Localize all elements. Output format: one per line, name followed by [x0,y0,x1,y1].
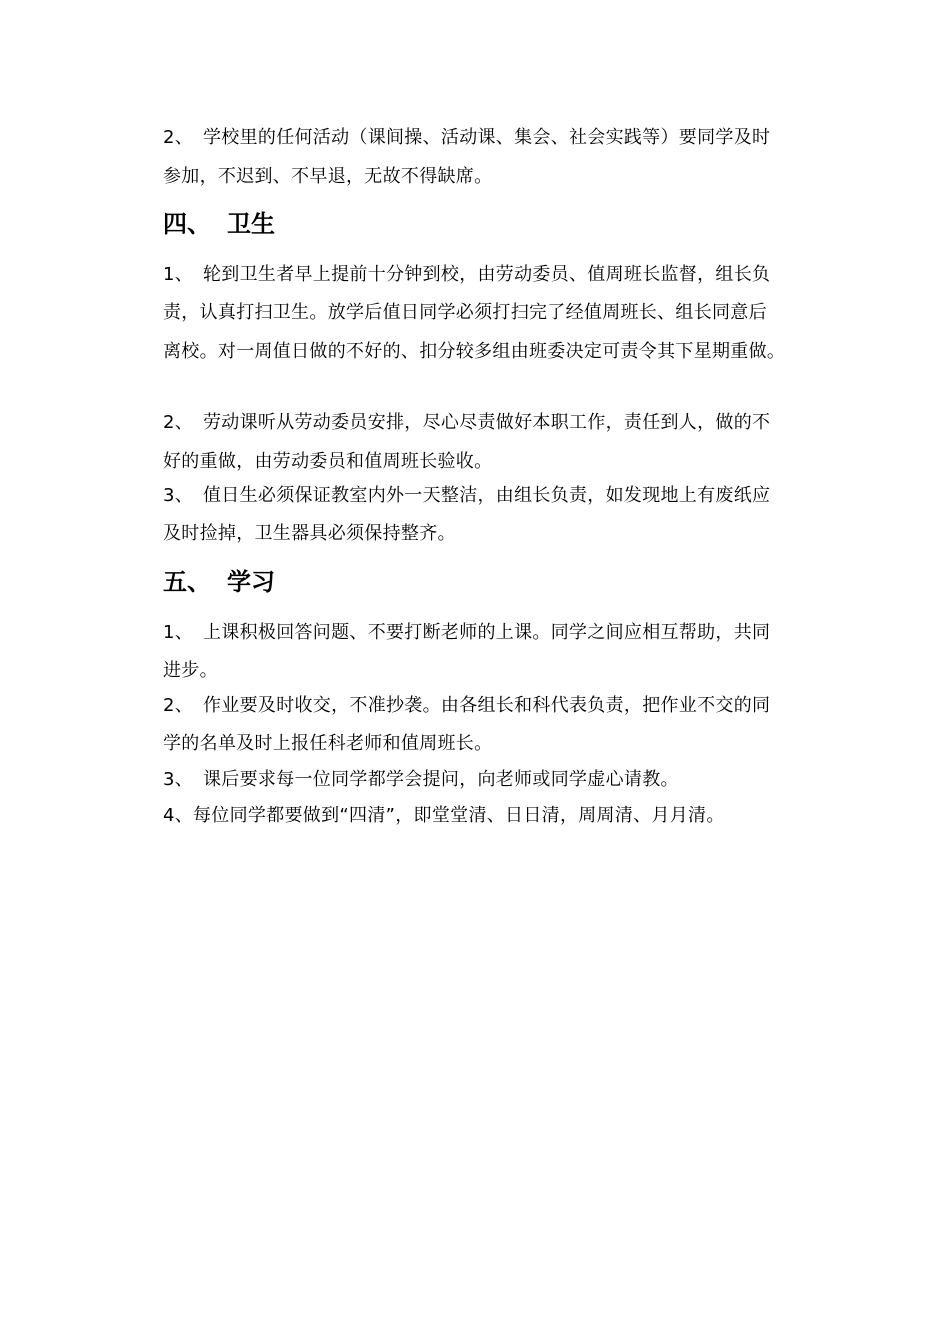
section4-heading [163,209,275,239]
s4-item2-text1: 劳动课听从劳动委员安排，尽心尽责做好本职工作，责任到人，做的不 [203,412,771,433]
s4-item2-text2: 好的重做，由劳动委员和值周班长验收。 [163,451,493,472]
s5-item2-text2: 学的名单及时上报任科老师和值周班长。 [163,733,493,754]
s4-item2-number: 2、 [163,412,194,433]
section5-heading-number: 五、 [163,568,211,596]
s4-item2-line1 [163,411,770,435]
s5-item3-line1 [163,768,679,792]
s5-item1-line1 [163,621,770,645]
s3-item2-text2: 参加，不迟到、不早退，无故不得缺席。 [163,166,493,187]
s4-item3-text2: 及时捡掉，卫生器具必须保持整齐。 [163,523,456,544]
s4-item1-text2: 责，认真打扫卫生。放学后值日同学必须打扫完了经值周班长、组长同意后 [163,302,767,323]
s5-item1-number: 1、 [163,622,194,643]
s4-item3-text1: 值日生必须保证教室内外一天整洁，由组长负责，如发现地上有废纸应 [203,485,771,506]
s5-item2-line2 [163,732,492,756]
section5-heading [163,567,275,597]
s3-item2-number: 2、 [163,127,194,148]
s5-item4-number: 4、 [163,805,194,826]
s5-item2-line1 [163,694,770,718]
s4-item1-text3: 离校。对一周值日做的不好的、扣分较多组由班委决定可责令其下星期重做。 [163,341,786,362]
s5-item4-text1: 每位同学都要做到“四清”，即堂堂清、日日清，周周清、月月清。 [193,805,725,826]
s4-item1-line3 [163,340,785,364]
s3-item2-line1 [163,126,770,150]
s4-item1-line2 [163,301,767,325]
s5-item1-text2: 进步。 [163,660,218,681]
s4-item1-line1 [163,263,770,287]
s4-item1-text1: 轮到卫生者早上提前十分钟到校，由劳动委员、值周班长监督，组长负 [203,264,771,285]
s5-item2-number: 2、 [163,695,194,716]
s5-item1-text1: 上课积极回答问题、不要打断老师的上课。同学之间应相互帮助，共同 [203,622,771,643]
section5-heading-title: 学习 [227,568,275,596]
s5-item4-line1 [163,804,725,828]
s4-item3-number: 3、 [163,485,194,506]
s3-item2-text1: 学校里的任何活动（课间操、活动课、集会、社会实践等）要同学及时 [203,127,771,148]
s3-item2-line2 [163,165,492,189]
section4-heading-number: 四、 [163,210,211,238]
s5-item2-text1: 作业要及时收交，不准抄袭。由各组长和科代表负责，把作业不交的同 [203,695,771,716]
s4-item3-line1 [163,484,770,508]
s5-item1-line2 [163,659,218,683]
s4-item1-number: 1、 [163,264,194,285]
s4-item3-line2 [163,522,456,546]
s5-item3-number: 3、 [163,769,194,790]
s5-item3-text1: 课后要求每一位同学都学会提问，向老师或同学虚心请教。 [203,769,679,790]
s4-item2-line2 [163,450,492,474]
section4-heading-title: 卫生 [227,210,275,238]
